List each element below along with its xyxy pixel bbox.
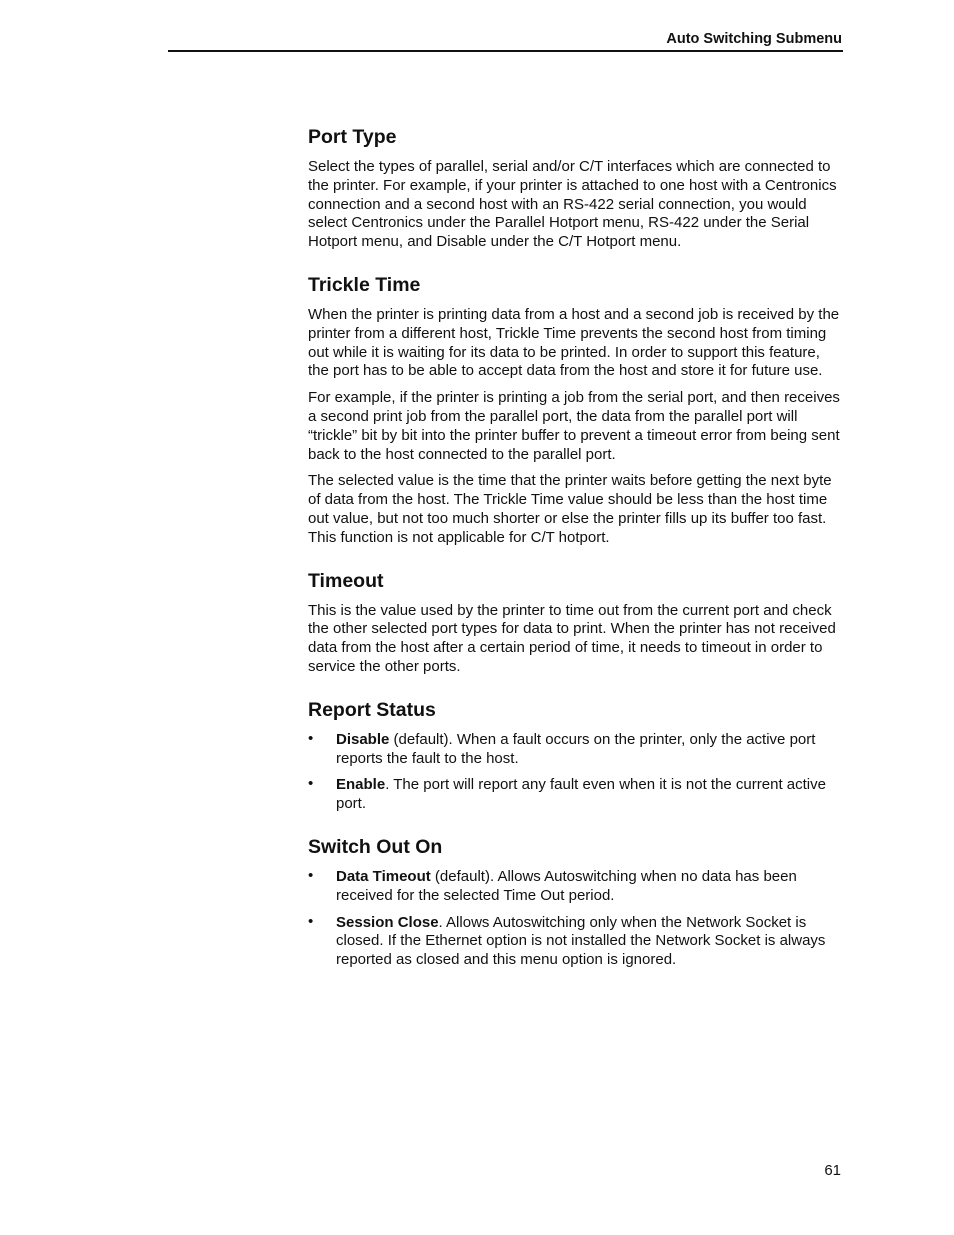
running-header: Auto Switching Submenu <box>666 31 842 47</box>
list-term: Data Timeout <box>336 867 431 885</box>
paragraph: Select the types of parallel, serial and/or C/T interfaces which are connected to the printer. For example, if your printer is attached to one host with a Centronics connection and a second host with an RS-422 serial connection, you would select Centronics under the Parallel Hotport menu, RS-422 under the Serial Hotport menu, and Disable under the C/T Hotport menu. <box>308 158 837 251</box>
bullet-icon: • <box>308 729 314 747</box>
paragraph: When the printer is printing data from a host and a second job is received by the printer from a different host, Trickle Time prevents the second host from timing out while it is waiting for its data to be printed. In order to support this feature, the port has to be able to accept data from the host and store it for future use. <box>308 305 840 380</box>
list-text: . Allows Autoswitching only when the Network Socket is closed. If the Ethernet option is not installed the Network Socket is always reported as closed and this menu option is ignored. <box>336 913 826 969</box>
bullet-icon: • <box>308 912 314 930</box>
heading-switch-out-on: Switch Out On <box>308 835 443 858</box>
list-text: (default). When a fault occurs on the printer, only the active port reports the fault to the host. <box>336 730 816 767</box>
page-content <box>308 124 843 990</box>
section-port-type <box>308 124 843 252</box>
section-trickle-time <box>308 272 843 548</box>
bullet-list <box>308 731 843 814</box>
header-rule <box>168 50 843 52</box>
heading-trickle-time: Trickle Time <box>308 273 421 296</box>
section-timeout <box>308 568 843 677</box>
section-switch-out-on <box>308 834 843 970</box>
list-item <box>308 914 843 970</box>
bullet-list <box>308 868 843 970</box>
list-item <box>308 868 843 906</box>
heading-port-type: Port Type <box>308 126 397 148</box>
paragraph: This is the value used by the printer to time out from the current port and check the other selected port types for data to print. When the printer has not received data from the host after a certain period of time, it needs to timeout in order to service the other ports. <box>308 601 836 675</box>
list-term: Session Close <box>336 913 439 931</box>
list-text: . The port will report any fault even when it is not the current active port. <box>336 776 826 813</box>
heading-report-status: Report Status <box>308 698 436 721</box>
paragraph: For example, if the printer is printing a job from the serial port, and then receives a second print job from the parallel port, the data from the parallel port will “trickle” bit by bit into the printer buffer to prevent a timeout error from being sent back to the host connected to the parallel port. <box>308 389 840 463</box>
section-report-status <box>308 697 843 814</box>
bullet-icon: • <box>308 866 314 884</box>
bullet-icon: • <box>308 775 314 793</box>
list-item <box>308 776 843 814</box>
list-item <box>308 731 843 769</box>
paragraph: The selected value is the time that the printer waits before getting the next byte of data from the host. The Trickle Time value should be less than the host time out value, but not too much shorter or else the printer fills up its buffer too fast. This function is not applicable for C/T hotport. <box>308 472 832 546</box>
list-term: Enable <box>336 776 386 794</box>
heading-timeout: Timeout <box>308 569 384 592</box>
list-term: Disable <box>336 730 390 748</box>
list-text: (default). Allows Autoswitching when no data has been received for the selected Time Out period. <box>336 867 797 904</box>
page-number: 61 <box>824 1162 841 1179</box>
